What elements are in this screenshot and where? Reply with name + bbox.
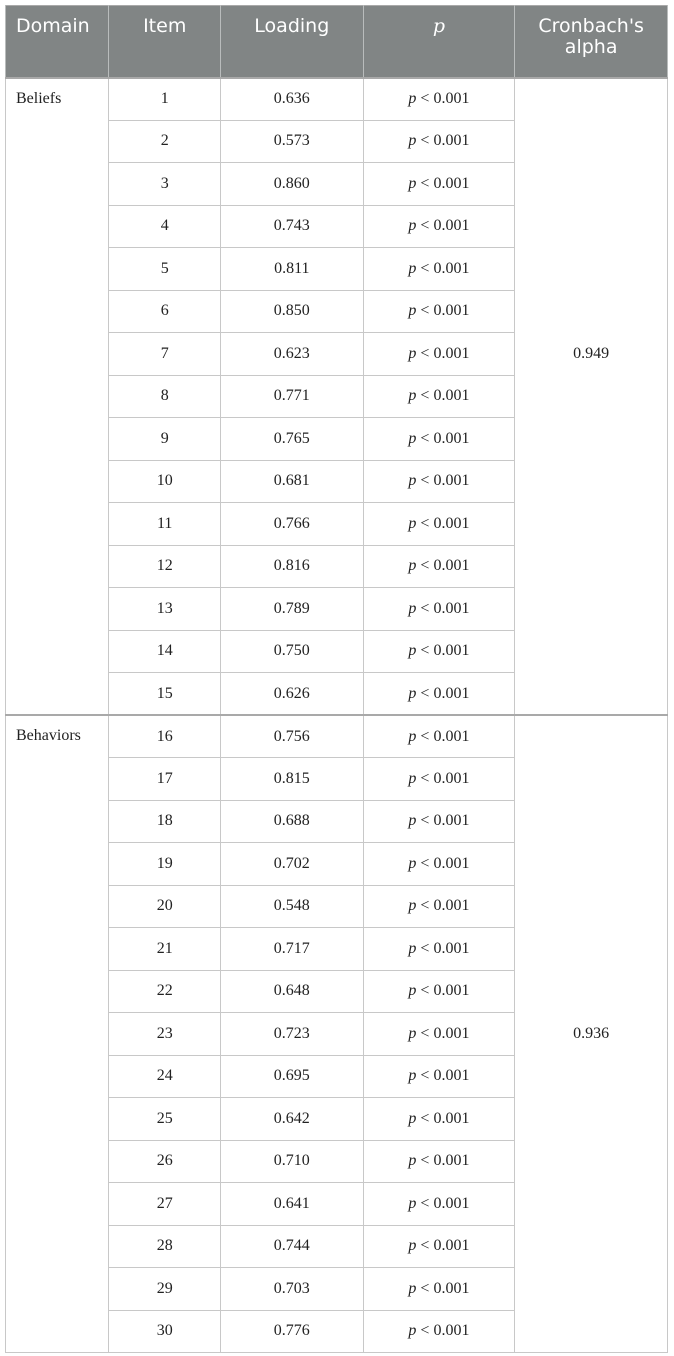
p-value-text: < 0.001 xyxy=(420,642,470,660)
p-value-text: < 0.001 xyxy=(420,514,470,532)
p-value-text: < 0.001 xyxy=(420,1024,470,1042)
p-value-text: < 0.001 xyxy=(420,174,470,192)
p-value-cell xyxy=(363,588,515,631)
p-symbol: p xyxy=(408,174,417,192)
p-symbol: p xyxy=(408,217,417,235)
p-value-cell xyxy=(363,503,515,546)
p-value-text: < 0.001 xyxy=(420,429,470,447)
p-symbol: p xyxy=(408,1109,417,1127)
p-value-cell xyxy=(363,333,515,376)
loading-cell: 0.766 xyxy=(220,503,363,546)
p-value-cell xyxy=(363,800,515,843)
p-symbol: p xyxy=(408,1152,417,1170)
p-symbol: p xyxy=(408,769,417,787)
loading-cell: 0.771 xyxy=(220,375,363,418)
p-value-cell xyxy=(363,758,515,801)
p-value-text: < 0.001 xyxy=(420,1152,470,1170)
p-value-cell xyxy=(363,1098,515,1141)
cronbach-alpha-cell: 0.936 xyxy=(515,1013,668,1056)
item-cell: 25 xyxy=(109,1098,221,1141)
cronbach-alpha-cell: 0.949 xyxy=(515,333,668,376)
cronbach-alpha-cell xyxy=(515,460,668,503)
p-value-text: < 0.001 xyxy=(420,1279,470,1297)
p-value-text: < 0.001 xyxy=(420,1067,470,1085)
item-cell: 5 xyxy=(109,248,221,291)
cronbach-alpha-cell xyxy=(515,418,668,461)
p-value-cell xyxy=(363,1183,515,1226)
header-cronbach-alpha xyxy=(515,6,668,78)
p-value-cell xyxy=(363,1055,515,1098)
loading-cell: 0.776 xyxy=(220,1310,363,1353)
cronbach-alpha-cell xyxy=(515,1268,668,1311)
item-cell: 18 xyxy=(109,800,221,843)
item-cell: 9 xyxy=(109,418,221,461)
p-symbol: p xyxy=(408,259,417,277)
cronbach-alpha-cell xyxy=(515,205,668,248)
p-symbol: p xyxy=(408,727,417,745)
p-value-cell xyxy=(363,1140,515,1183)
item-cell: 29 xyxy=(109,1268,221,1311)
p-value-text: < 0.001 xyxy=(420,854,470,872)
item-cell: 3 xyxy=(109,163,221,206)
p-symbol: p xyxy=(408,1194,417,1212)
p-value-cell xyxy=(363,1013,515,1056)
loading-cell: 0.681 xyxy=(220,460,363,503)
item-cell: 7 xyxy=(109,333,221,376)
p-symbol: p xyxy=(408,854,417,872)
p-value-text: < 0.001 xyxy=(420,472,470,490)
p-symbol: p xyxy=(408,1279,417,1297)
p-value-text: < 0.001 xyxy=(420,727,470,745)
cronbach-alpha-cell xyxy=(515,503,668,546)
loading-cell: 0.789 xyxy=(220,588,363,631)
item-cell: 17 xyxy=(109,758,221,801)
p-value-text: < 0.001 xyxy=(420,217,470,235)
cronbach-alpha-cell xyxy=(515,715,668,758)
p-value-cell xyxy=(363,248,515,291)
p-value-text: < 0.001 xyxy=(420,684,470,702)
p-value-cell xyxy=(363,1225,515,1268)
p-value-text: < 0.001 xyxy=(420,982,470,1000)
p-symbol: p xyxy=(408,302,417,320)
cronbach-alpha-cell xyxy=(515,1310,668,1353)
p-value-text: < 0.001 xyxy=(420,897,470,915)
p-symbol: p xyxy=(408,472,417,490)
p-symbol: p xyxy=(408,557,417,575)
header-item: Item xyxy=(109,6,221,78)
p-value-cell xyxy=(363,205,515,248)
cronbach-alpha-cell xyxy=(515,545,668,588)
cronbach-alpha-cell xyxy=(515,588,668,631)
loading-cell: 0.850 xyxy=(220,290,363,333)
p-symbol: p xyxy=(408,1067,417,1085)
p-symbol: p xyxy=(408,982,417,1000)
loading-cell: 0.723 xyxy=(220,1013,363,1056)
item-cell: 12 xyxy=(109,545,221,588)
item-cell: 19 xyxy=(109,843,221,886)
p-value-cell xyxy=(363,545,515,588)
p-symbol: p xyxy=(408,599,417,617)
loading-cell: 0.648 xyxy=(220,970,363,1013)
p-symbol: p xyxy=(408,812,417,830)
loading-cell: 0.765 xyxy=(220,418,363,461)
cronbach-alpha-cell xyxy=(515,1055,668,1098)
cronbach-alpha-cell xyxy=(515,1140,668,1183)
p-value-cell xyxy=(363,163,515,206)
item-cell: 15 xyxy=(109,673,221,716)
p-value-cell xyxy=(363,673,515,716)
item-cell: 4 xyxy=(109,205,221,248)
p-value-cell xyxy=(363,418,515,461)
loading-cell: 0.710 xyxy=(220,1140,363,1183)
header-alpha-line1: Cronbach's xyxy=(538,15,644,37)
p-value-cell xyxy=(363,78,515,121)
p-value-cell xyxy=(363,630,515,673)
cronbach-alpha-cell xyxy=(515,1225,668,1268)
cronbach-alpha-cell xyxy=(515,885,668,928)
domain-cell: Beliefs xyxy=(6,78,109,716)
loading-cell: 0.548 xyxy=(220,885,363,928)
loading-cell: 0.750 xyxy=(220,630,363,673)
p-symbol: p xyxy=(408,1322,417,1340)
cronbach-alpha-cell xyxy=(515,673,668,716)
loading-cell: 0.636 xyxy=(220,78,363,121)
p-symbol: p xyxy=(408,387,417,405)
p-value-text: < 0.001 xyxy=(420,812,470,830)
p-symbol: p xyxy=(408,344,417,362)
cronbach-alpha-cell xyxy=(515,928,668,971)
cronbach-alpha-cell xyxy=(515,120,668,163)
data-table-container xyxy=(5,5,668,1353)
cronbach-alpha-cell xyxy=(515,375,668,418)
p-value-cell xyxy=(363,460,515,503)
cronbach-alpha-cell xyxy=(515,843,668,886)
p-value-text: < 0.001 xyxy=(420,387,470,405)
item-cell: 23 xyxy=(109,1013,221,1056)
p-value-cell xyxy=(363,715,515,758)
loading-cell: 0.744 xyxy=(220,1225,363,1268)
loading-cell: 0.815 xyxy=(220,758,363,801)
loading-table xyxy=(5,5,668,1353)
item-cell: 26 xyxy=(109,1140,221,1183)
loading-cell: 0.573 xyxy=(220,120,363,163)
cronbach-alpha-cell xyxy=(515,1183,668,1226)
cronbach-alpha-cell xyxy=(515,800,668,843)
p-value-text: < 0.001 xyxy=(420,344,470,362)
item-cell: 6 xyxy=(109,290,221,333)
item-cell: 14 xyxy=(109,630,221,673)
item-cell: 2 xyxy=(109,120,221,163)
table-row xyxy=(6,715,668,758)
p-value-cell xyxy=(363,970,515,1013)
item-cell: 13 xyxy=(109,588,221,631)
domain-cell: Behaviors xyxy=(6,715,109,1353)
item-cell: 28 xyxy=(109,1225,221,1268)
loading-cell: 0.702 xyxy=(220,843,363,886)
loading-cell: 0.860 xyxy=(220,163,363,206)
loading-cell: 0.641 xyxy=(220,1183,363,1226)
table-body xyxy=(6,78,668,1353)
p-value-text: < 0.001 xyxy=(420,1109,470,1127)
cronbach-alpha-cell xyxy=(515,78,668,121)
item-cell: 8 xyxy=(109,375,221,418)
table-row xyxy=(6,78,668,121)
cronbach-alpha-cell xyxy=(515,290,668,333)
item-cell: 11 xyxy=(109,503,221,546)
p-symbol: p xyxy=(408,90,417,107)
p-symbol: p xyxy=(408,514,417,532)
p-value-text: < 0.001 xyxy=(420,90,470,107)
p-value-cell xyxy=(363,928,515,971)
cronbach-alpha-cell xyxy=(515,163,668,206)
loading-cell: 0.756 xyxy=(220,715,363,758)
loading-cell: 0.811 xyxy=(220,248,363,291)
loading-cell: 0.703 xyxy=(220,1268,363,1311)
p-value-text: < 0.001 xyxy=(420,1237,470,1255)
loading-cell: 0.816 xyxy=(220,545,363,588)
item-cell: 10 xyxy=(109,460,221,503)
p-value-text: < 0.001 xyxy=(420,132,470,150)
item-cell: 21 xyxy=(109,928,221,971)
loading-cell: 0.642 xyxy=(220,1098,363,1141)
item-cell: 24 xyxy=(109,1055,221,1098)
item-cell: 30 xyxy=(109,1310,221,1353)
item-cell: 22 xyxy=(109,970,221,1013)
loading-cell: 0.623 xyxy=(220,333,363,376)
p-value-cell xyxy=(363,885,515,928)
cronbach-alpha-cell xyxy=(515,248,668,291)
p-symbol: p xyxy=(408,429,417,447)
cronbach-alpha-cell xyxy=(515,758,668,801)
p-value-cell xyxy=(363,1268,515,1311)
header-row xyxy=(6,6,668,78)
p-value-text: < 0.001 xyxy=(420,259,470,277)
p-value-text: < 0.001 xyxy=(420,557,470,575)
p-value-text: < 0.001 xyxy=(420,1194,470,1212)
p-value-cell xyxy=(363,375,515,418)
p-symbol: p xyxy=(408,1237,417,1255)
cronbach-alpha-cell xyxy=(515,630,668,673)
item-cell: 27 xyxy=(109,1183,221,1226)
header-alpha-line2: alpha xyxy=(564,36,618,58)
p-symbol: p xyxy=(408,1024,417,1042)
header-domain: Domain xyxy=(6,6,109,78)
p-symbol: p xyxy=(408,684,417,702)
item-cell: 1 xyxy=(109,78,221,121)
header-loading: Loading xyxy=(220,6,363,78)
p-symbol: p xyxy=(408,642,417,660)
cronbach-alpha-cell xyxy=(515,1098,668,1141)
p-value-text: < 0.001 xyxy=(420,302,470,320)
item-cell: 16 xyxy=(109,715,221,758)
p-value-cell xyxy=(363,290,515,333)
p-value-cell xyxy=(363,843,515,886)
p-symbol: p xyxy=(408,939,417,957)
loading-cell: 0.688 xyxy=(220,800,363,843)
p-value-text: < 0.001 xyxy=(420,599,470,617)
p-value-cell xyxy=(363,1310,515,1353)
loading-cell: 0.695 xyxy=(220,1055,363,1098)
cronbach-alpha-cell xyxy=(515,970,668,1013)
header-p: p xyxy=(363,6,515,78)
table-header xyxy=(6,6,668,78)
p-value-text: < 0.001 xyxy=(420,769,470,787)
p-value-text: < 0.001 xyxy=(420,1322,470,1340)
p-symbol: p xyxy=(408,132,417,150)
loading-cell: 0.626 xyxy=(220,673,363,716)
p-value-cell xyxy=(363,120,515,163)
loading-cell: 0.743 xyxy=(220,205,363,248)
loading-cell: 0.717 xyxy=(220,928,363,971)
p-symbol: p xyxy=(408,897,417,915)
p-value-text: < 0.001 xyxy=(420,939,470,957)
item-cell: 20 xyxy=(109,885,221,928)
